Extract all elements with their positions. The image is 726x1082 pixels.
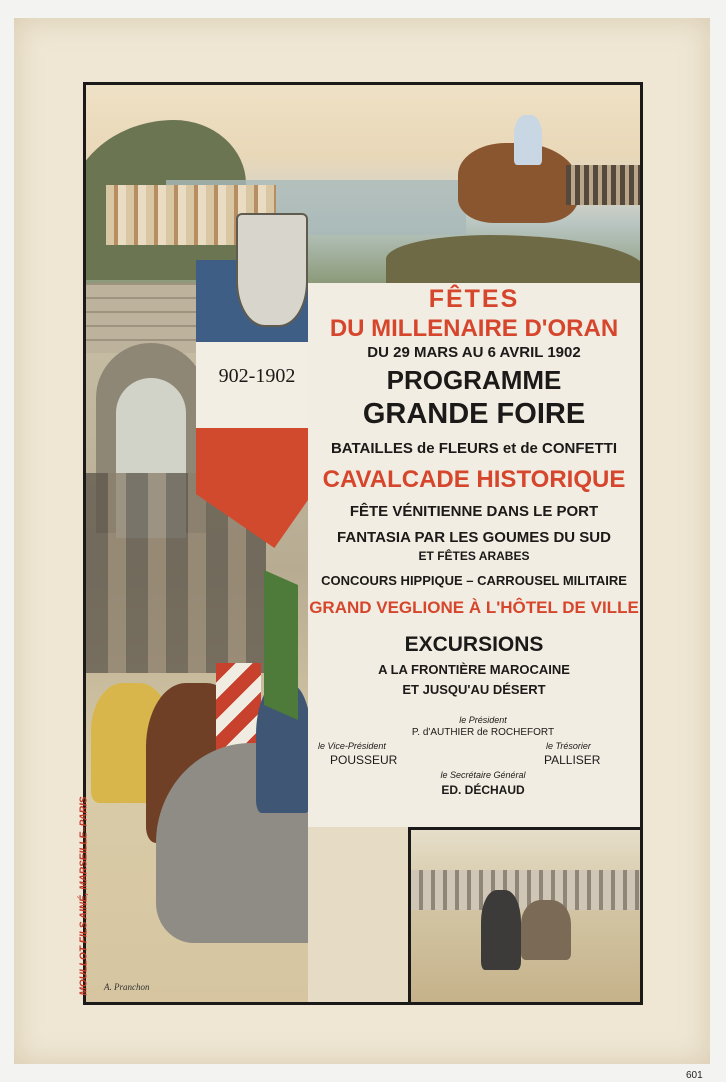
program-text xyxy=(308,283,640,827)
wrestler xyxy=(521,900,571,960)
vice-president-name: POUSSEUR xyxy=(330,753,398,767)
fete-venitienne: FÊTE VÉNITIENNE DANS LE PORT xyxy=(349,503,599,520)
oran-crest xyxy=(236,213,308,327)
batailles-fleurs: BATAILLES de FLEURS et de CONFETTI xyxy=(330,440,618,457)
fantasia: FANTASIA PAR LES GOUMES DU SUD xyxy=(337,529,611,546)
cliff xyxy=(386,235,640,283)
treasurer-title: le Trésorier xyxy=(546,741,591,751)
cavalcade-historique: CAVALCADE HISTORIQUE xyxy=(322,466,626,493)
vice-president-title: le Vice-Président xyxy=(318,741,386,751)
artist-signature: A. Pranchon xyxy=(104,982,150,992)
grande-foire: GRANDE FOIRE xyxy=(362,398,586,430)
treasurer-name: PALLISER xyxy=(544,753,601,767)
concours-hippique: CONCOURS HIPPIQUE – CARROUSEL MILITAIRE xyxy=(321,573,627,588)
wrestlers-illustration xyxy=(408,827,640,1003)
lot-number: 601 xyxy=(686,1070,703,1081)
year-range: 902-1902 xyxy=(218,365,296,387)
jusqu-au-desert: ET JUSQU'AU DÉSERT xyxy=(402,682,546,697)
crowd xyxy=(411,870,640,910)
harbor-illustration xyxy=(86,85,640,283)
secretary-title: le Secrétaire Général xyxy=(440,770,526,780)
fetes-arabes: ET FÊTES ARABES xyxy=(418,549,530,563)
poster-frame xyxy=(83,82,643,1005)
wrestler xyxy=(481,890,521,970)
printer-text: MOULLOT FILS AINÉ, MARSEILLE–PARIS xyxy=(78,796,90,996)
frontiere-marocaine: A LA FRONTIÈRE MAROCAINE xyxy=(378,662,570,677)
title-fetes: FÊTES xyxy=(428,285,520,313)
secretary-name: ED. DÉCHAUD xyxy=(441,783,525,797)
excursions: EXCURSIONS xyxy=(404,633,544,656)
green-flag xyxy=(264,570,298,720)
troops xyxy=(566,165,640,205)
president-name: P. d'AUTHIER de ROCHEFORT xyxy=(411,727,555,738)
grand-veglione: GRAND VEGLIONE À L'HÔTEL DE VILLE xyxy=(309,598,639,617)
printer-credit xyxy=(64,796,90,1000)
flag-red xyxy=(196,428,308,548)
title-millenaire: DU MILLENAIRE D'ORAN xyxy=(329,315,619,342)
rider xyxy=(514,115,542,165)
programme-heading: PROGRAMME xyxy=(386,365,562,395)
president-title: le Président xyxy=(459,715,507,725)
event-dates: DU 29 MARS AU 6 AVRIL 1902 xyxy=(367,344,581,361)
